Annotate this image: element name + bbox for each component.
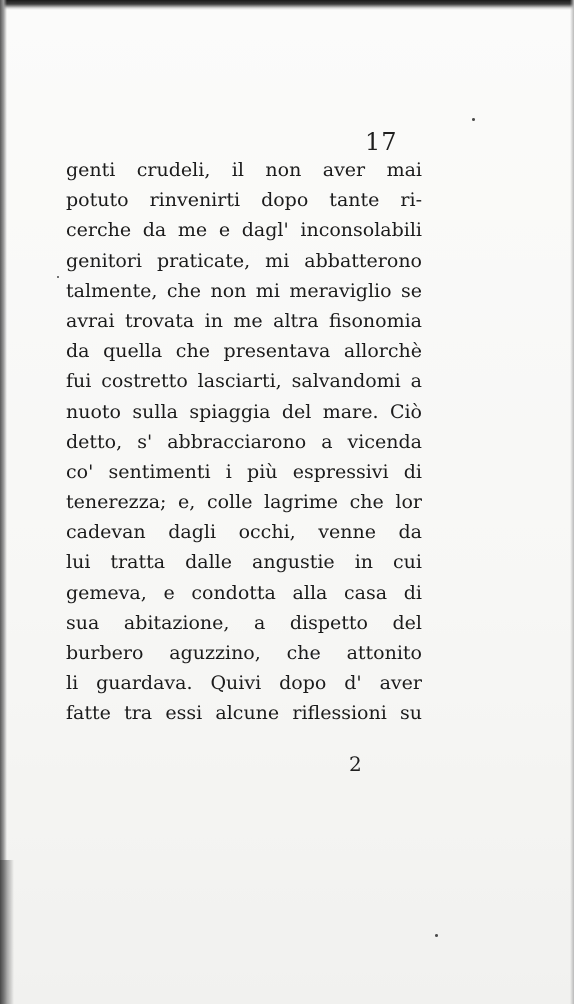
text-line: nuoto sulla spiaggia del mare. Ciò [66,400,422,423]
text-line: talmente, che non mi meraviglio se [66,279,422,302]
scan-left-edge [0,0,7,1004]
text-line: li guardava. Quivi dopo d' aver [66,672,422,695]
body-text [66,155,422,729]
scan-top-shadow [0,0,574,10]
paper-speck [435,934,438,937]
page-number: 17 [365,128,398,156]
text-line: lui tratta dalle angustie in cui [66,551,422,574]
text-line: co' sentimenti i più espressivi di [66,460,422,483]
scan-right-edge [570,0,574,1004]
text-line: cadevan dagli occhi, venne da [66,521,422,544]
text-line: sua abitazione, a dispetto del [66,611,422,634]
signature-mark: 2 [349,752,362,776]
scan-binding-mark [0,860,14,1004]
text-line: avrai trovata in me altra fisonomia [66,309,422,332]
paper-speck [57,276,59,278]
text-line: cerche da me e dagl' inconsolabili [66,219,422,242]
text-line: fatte tra essi alcune riflessioni su [66,702,422,725]
text-line: detto, s' abbracciarono a vicenda [66,430,422,453]
text-line: fui costretto lasciarti, salvandomi a [66,370,422,393]
text-line: genitori praticate, mi abbatterono [66,249,422,272]
paper-speck [472,118,475,121]
text-line: gemeva, e condotta alla casa di [66,581,422,604]
text-line: burbero aguzzino, che attonito [66,642,422,664]
text-line: da quella che presentava allorchè [66,340,422,363]
text-line: potuto rinvenirti dopo tante ri- [66,189,422,212]
text-line: genti crudeli, il non aver mai [66,159,422,181]
text-line: tenerezza; e, colle lagrime che lor [66,491,422,514]
